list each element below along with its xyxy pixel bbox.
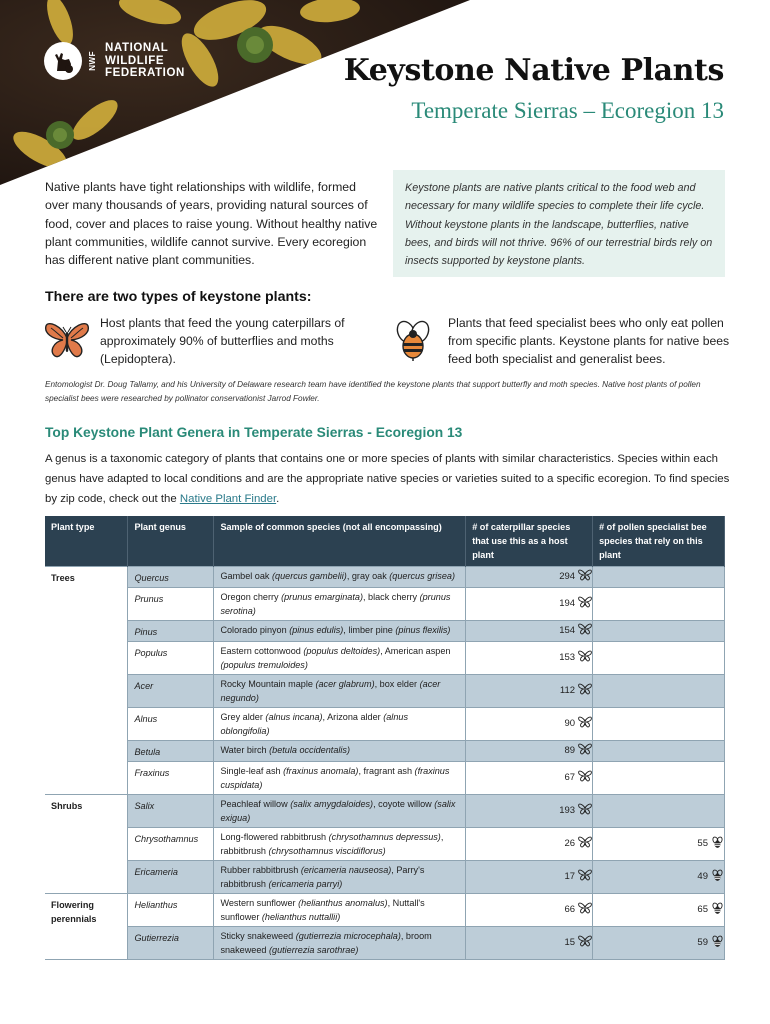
col-header-sample-species: Sample of common species (not all encompassing) <box>214 516 466 567</box>
table-row <box>45 567 725 588</box>
cell-plant-type: Shrubs <box>45 795 128 894</box>
cell-bee-count <box>593 894 725 927</box>
cell-plant-genus: Acer <box>128 675 214 708</box>
cell-caterpillar-count <box>466 894 593 927</box>
cell-bee-count-empty <box>593 621 725 642</box>
page-title: Keystone Native Plants <box>343 53 724 88</box>
cell-plant-genus: Pinus <box>128 621 214 642</box>
cell-plant-genus: Gutierrezia <box>128 927 214 960</box>
cell-plant-genus: Ericameria <box>128 861 214 894</box>
cell-bee-count-empty <box>593 675 725 708</box>
cell-sample-species: Sticky snakeweed (gutierrezia microcephala), broom snakeweed (gutierrezia sarothrae) <box>214 927 466 960</box>
genus-explanation: A genus is a taxonomic category of plants that contains one or more species of plants with similar characteristics. Species within each genus have adapted to local conditions and are the appropriate native species or varieties suited to a specific ecoregion. To find species by zip code, check out the Native Plant Finder. <box>45 453 730 506</box>
page-subtitle: Temperate Sierras – Ecoregion 13 <box>411 98 724 123</box>
cell-caterpillar-count <box>466 588 593 621</box>
cell-plant-type: Flowering perennials <box>45 894 128 960</box>
bee-icon <box>711 935 724 952</box>
butterfly-icon <box>578 743 592 759</box>
keystone-definition-box: Keystone plants are native plants critical to the food web and necessary for many wildlife species to complete their life cycle. Without keystone plants in the landscape, butterflies, native bees, and birds will not thrive. 96% of our terrestrial birds rely on insects supported by keystone plants. <box>393 170 725 277</box>
table-row <box>45 894 725 927</box>
bee-count-value: 55 <box>697 838 708 849</box>
cell-plant-genus: Helianthus <box>128 894 214 927</box>
cell-sample-species: Western sunflower (helianthus anomalus), Nuttall's sunflower (helianthus nuttallii) <box>214 894 466 927</box>
caterpillar-count-value: 194 <box>559 598 576 609</box>
cell-plant-genus: Betula <box>128 741 214 762</box>
cell-bee-count-empty <box>593 795 725 828</box>
header-photo <box>0 0 470 185</box>
butterfly-icon <box>578 836 592 852</box>
table-row <box>45 741 725 762</box>
cell-sample-species: Single-leaf ash (fraxinus anomala), fragrant ash (fraxinus cuspidata) <box>214 762 466 795</box>
bee-count-value: 49 <box>697 871 708 882</box>
butterfly-icon <box>44 320 90 365</box>
table-row <box>45 708 725 741</box>
caterpillar-count-value: 154 <box>559 625 576 636</box>
table-row <box>45 588 725 621</box>
caterpillar-count-value: 153 <box>559 652 576 663</box>
cell-caterpillar-count <box>466 642 593 675</box>
cell-bee-count <box>593 828 725 861</box>
butterfly-icon <box>578 935 592 951</box>
bee-icon <box>392 318 434 367</box>
bee-plants-description: Plants that feed specialist bees who only eat pollen from specific plants. Keystone plants for native bees feed both specialist and generalist bees. <box>448 316 730 366</box>
col-header-plant-genus: Plant genus <box>128 516 214 567</box>
cell-caterpillar-count <box>466 567 593 588</box>
cell-bee-count-empty <box>593 708 725 741</box>
cell-caterpillar-count <box>466 741 593 762</box>
caterpillar-count-value: 17 <box>564 871 576 882</box>
section-heading: Top Keystone Plant Genera in Temperate Sierras - Ecoregion 13 <box>45 425 463 440</box>
cell-bee-count-empty <box>593 588 725 621</box>
caterpillar-count-value: 294 <box>559 571 576 582</box>
caterpillar-count-value: 193 <box>559 805 576 816</box>
butterfly-icon <box>578 650 592 666</box>
cell-plant-genus: Quercus <box>128 567 214 588</box>
cell-plant-genus: Populus <box>128 642 214 675</box>
table-row <box>45 762 725 795</box>
table-row <box>45 795 725 828</box>
cell-sample-species: Oregon cherry (prunus emarginata), black cherry (prunus serotina) <box>214 588 466 621</box>
table-row <box>45 828 725 861</box>
cell-plant-genus: Prunus <box>128 588 214 621</box>
bee-count-value: 65 <box>697 904 708 915</box>
cell-plant-genus: Fraxinus <box>128 762 214 795</box>
cell-bee-count-empty <box>593 642 725 675</box>
cell-caterpillar-count <box>466 708 593 741</box>
cell-sample-species: Eastern cottonwood (populus deltoides), American aspen (populus tremuloides) <box>214 642 466 675</box>
caterpillar-count-value: 90 <box>564 718 576 729</box>
logo-wordmark: NATIONAL WILDLIFE FEDERATION <box>105 42 185 80</box>
cell-caterpillar-count <box>466 927 593 960</box>
nwf-logo[interactable] <box>44 42 185 80</box>
cell-caterpillar-count <box>466 828 593 861</box>
intro-paragraph: Native plants have tight relationships with wildlife, formed over many thousands of years, providing natural sources of food, cover and places to raise young. Without healthy native plant communities, wildlife cannot survive. Every ecoregion has different native plant communities. <box>45 180 378 268</box>
host-plants-description: Host plants that feed the young caterpillars of approximately 90% of butterflies and moths (Lepidoptera). <box>100 316 345 366</box>
caterpillar-count-value: 66 <box>564 904 576 915</box>
butterfly-icon <box>578 770 592 786</box>
cell-plant-genus: Chrysothamnus <box>128 828 214 861</box>
table-row <box>45 675 725 708</box>
butterfly-icon <box>578 803 592 819</box>
deer-logo-icon <box>44 42 82 80</box>
cell-sample-species: Rocky Mountain maple (acer glabrum), box elder (acer negundo) <box>214 675 466 708</box>
caterpillar-count-value: 89 <box>564 745 576 756</box>
bee-icon <box>711 836 724 853</box>
cell-caterpillar-count <box>466 795 593 828</box>
cell-bee-count-empty <box>593 567 725 588</box>
cell-bee-count <box>593 927 725 960</box>
cell-plant-type: Trees <box>45 567 128 795</box>
cell-sample-species: Gambel oak (quercus gambelii), gray oak (quercus grisea) <box>214 567 466 588</box>
col-header-caterpillar-count: # of caterpillar species that use this as a host plant <box>466 516 593 567</box>
cell-bee-count-empty <box>593 741 725 762</box>
cell-sample-species: Peachleaf willow (salix amygdaloides), coyote willow (salix exigua) <box>214 795 466 828</box>
bee-count-value: 59 <box>697 937 708 948</box>
table-row <box>45 861 725 894</box>
bee-icon <box>711 869 724 886</box>
cell-sample-species: Water birch (betula occidentalis) <box>214 741 466 762</box>
butterfly-icon <box>578 869 592 885</box>
butterfly-icon <box>578 683 592 699</box>
cell-caterpillar-count <box>466 675 593 708</box>
butterfly-icon <box>578 596 592 612</box>
butterfly-icon <box>578 716 592 732</box>
table-row <box>45 621 725 642</box>
butterfly-icon <box>578 623 592 639</box>
table-row <box>45 927 725 960</box>
cell-caterpillar-count <box>466 621 593 642</box>
cell-bee-count-empty <box>593 762 725 795</box>
types-heading: There are two types of keystone plants: <box>45 289 312 305</box>
cell-caterpillar-count <box>466 861 593 894</box>
caterpillar-count-value: 15 <box>564 937 576 948</box>
col-header-bee-count: # of pollen specialist bee species that rely on this plant <box>593 516 725 567</box>
table-header-row <box>45 516 725 567</box>
cell-bee-count <box>593 861 725 894</box>
caterpillar-count-value: 26 <box>564 838 576 849</box>
cell-plant-genus: Salix <box>128 795 214 828</box>
keystone-genera-table <box>45 516 725 960</box>
caterpillar-count-value: 112 <box>559 685 576 696</box>
research-credit: Entomologist Dr. Doug Tallamy, and his University of Delaware research team have identified the keystone plants that support butterfly and moth species. Native host plants of pollen specialist bees were researched by pollinator conservationist Jarrod Fowler. <box>45 380 701 403</box>
butterfly-icon <box>578 569 592 585</box>
bee-icon <box>711 902 724 919</box>
butterfly-icon <box>578 902 592 918</box>
caterpillar-count-value: 67 <box>564 772 576 783</box>
cell-sample-species: Rubber rabbitbrush (ericameria nauseosa), Parry's rabbitbrush (ericameria parryi) <box>214 861 466 894</box>
table-row <box>45 642 725 675</box>
cell-caterpillar-count <box>466 762 593 795</box>
cell-sample-species: Colorado pinyon (pinus edulis), limber pine (pinus flexilis) <box>214 621 466 642</box>
cell-sample-species: Grey alder (alnus incana), Arizona alder (alnus oblongifolia) <box>214 708 466 741</box>
cell-plant-genus: Alnus <box>128 708 214 741</box>
cell-sample-species: Long-flowered rabbitbrush (chrysothamnus depressus), rabbitbrush (chrysothamnus viscidiflorus) <box>214 828 466 861</box>
native-plant-finder-link[interactable]: Native Plant Finder <box>179 493 277 506</box>
col-header-plant-type: Plant type <box>45 516 128 567</box>
logo-vertical-label: NWF <box>88 51 97 71</box>
